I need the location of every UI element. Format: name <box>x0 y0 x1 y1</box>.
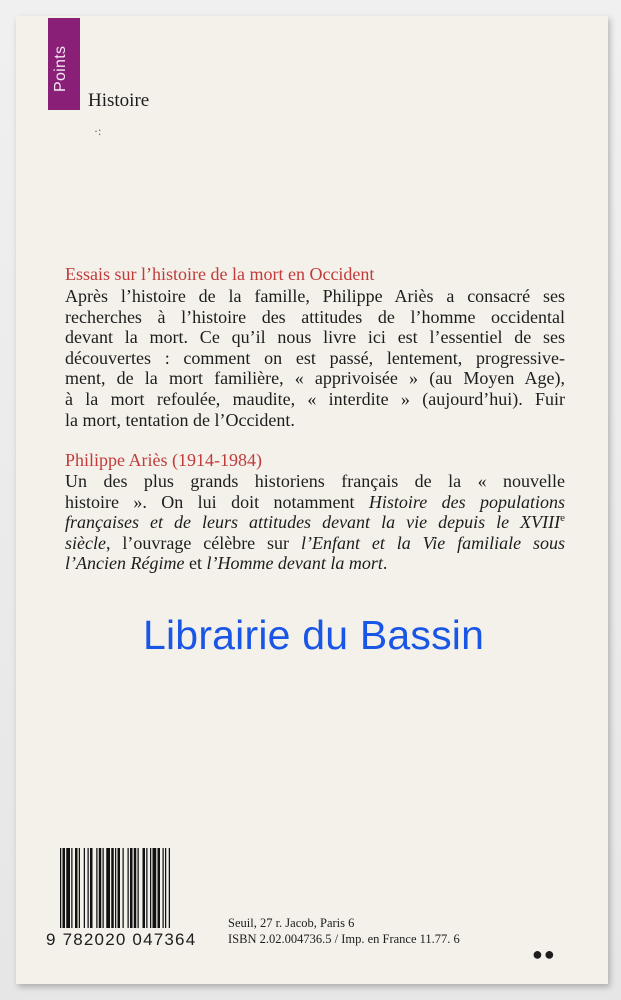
blurb-line: devant la mort. Ce qu’il nous livre ici est l’essentiel de ses <box>65 327 565 348</box>
book-title: françaises et de leurs attitudes devant la vie depuis le XVIII <box>65 512 561 533</box>
author-line <box>65 492 565 513</box>
book-title: l’Enfant et la Vie familiale sous <box>300 532 566 553</box>
book-title: siècle <box>65 532 106 553</box>
barcode-bar <box>79 848 80 928</box>
barcode-bar <box>60 848 61 928</box>
blurb-line: la mort, tentation de l’Occident. <box>65 409 295 430</box>
publisher-imprint: Seuil, 27 r. Jacob, Paris 6 <box>228 916 355 930</box>
barcode-bar <box>96 848 97 928</box>
barcode-bar <box>165 848 166 928</box>
barcode-bar <box>169 848 170 928</box>
barcode-bar <box>115 848 116 928</box>
barcode-bar <box>75 848 78 928</box>
barcode-bar <box>118 848 121 928</box>
barcode-bar <box>103 848 104 928</box>
author-text: . <box>382 553 388 574</box>
blurb-paragraph <box>65 286 565 430</box>
barcode-bar <box>150 848 151 928</box>
century-superscript: e <box>560 512 565 525</box>
section-heading-author: Philippe Ariès (1914-1984) <box>65 450 262 470</box>
author-line <box>65 471 565 492</box>
author-paragraph <box>65 471 565 574</box>
book-title: l’Ancien Régime <box>65 553 185 574</box>
barcode-bar <box>143 848 146 928</box>
author-text: Un des plus grands historiens français de la « nouvelle <box>65 471 565 491</box>
barcode-bar <box>84 848 85 928</box>
author-text: histoire ». On lui doit notamment <box>65 491 369 512</box>
barcode-bar <box>138 848 139 928</box>
barcode-bar <box>128 848 129 928</box>
book-title: l’Homme devant la mort <box>206 553 383 574</box>
bookshop-watermark: Librairie du Bassin <box>143 612 485 658</box>
blurb-line: ment, de la mort familière, « apprivoisée » (au Moyen Age), <box>65 368 565 389</box>
barcode-bar <box>71 848 72 928</box>
barcode-bar <box>99 848 102 928</box>
author-text: , l’ouvrage célèbre sur <box>105 532 301 553</box>
blurb-line: découvertes : comment on est passé, lentement, progressive- <box>65 347 565 368</box>
paper-speck: ·: <box>94 124 102 138</box>
book-title: Histoire des populations <box>368 491 565 512</box>
barcode-bar <box>146 848 147 928</box>
barcode-bar <box>106 848 110 928</box>
author-line <box>65 512 565 533</box>
blurb-line: à la mort refoulée, maudite, « interdite » (aujourd’hui). Fuir <box>65 388 565 409</box>
barcode-bar <box>158 848 161 928</box>
series-tab-label: Points <box>52 45 69 92</box>
barcode-number: 9 782020 047364 <box>46 930 197 949</box>
section-heading-essais: Essais sur l’histoire de la mort en Occident <box>65 264 375 284</box>
barcode-bar <box>66 848 70 928</box>
barcode-bar <box>123 848 124 928</box>
barcode <box>60 848 204 928</box>
barcode-bar <box>130 848 133 928</box>
blurb-line: recherches à l’histoire des attitudes de l’homme occidental <box>65 306 565 327</box>
barcode-bar <box>153 848 157 928</box>
author-line <box>65 553 565 574</box>
price-code-dots: ●● <box>532 944 556 964</box>
barcode-bar <box>111 848 114 928</box>
isbn-line: ISBN 2.02.004736.5 / Imp. en France 11.77. 6 <box>228 932 460 946</box>
barcode-bar <box>88 848 89 928</box>
barcode-bar <box>90 848 93 928</box>
author-text: et <box>184 553 207 574</box>
series-name: Histoire <box>88 90 150 111</box>
barcode-bar <box>163 848 164 928</box>
barcode-bar <box>134 848 137 928</box>
barcode-bar <box>63 848 66 928</box>
blurb-line: Après l’histoire de la famille, Philippe Ariès a consacré ses <box>65 286 565 306</box>
author-line <box>65 533 565 554</box>
